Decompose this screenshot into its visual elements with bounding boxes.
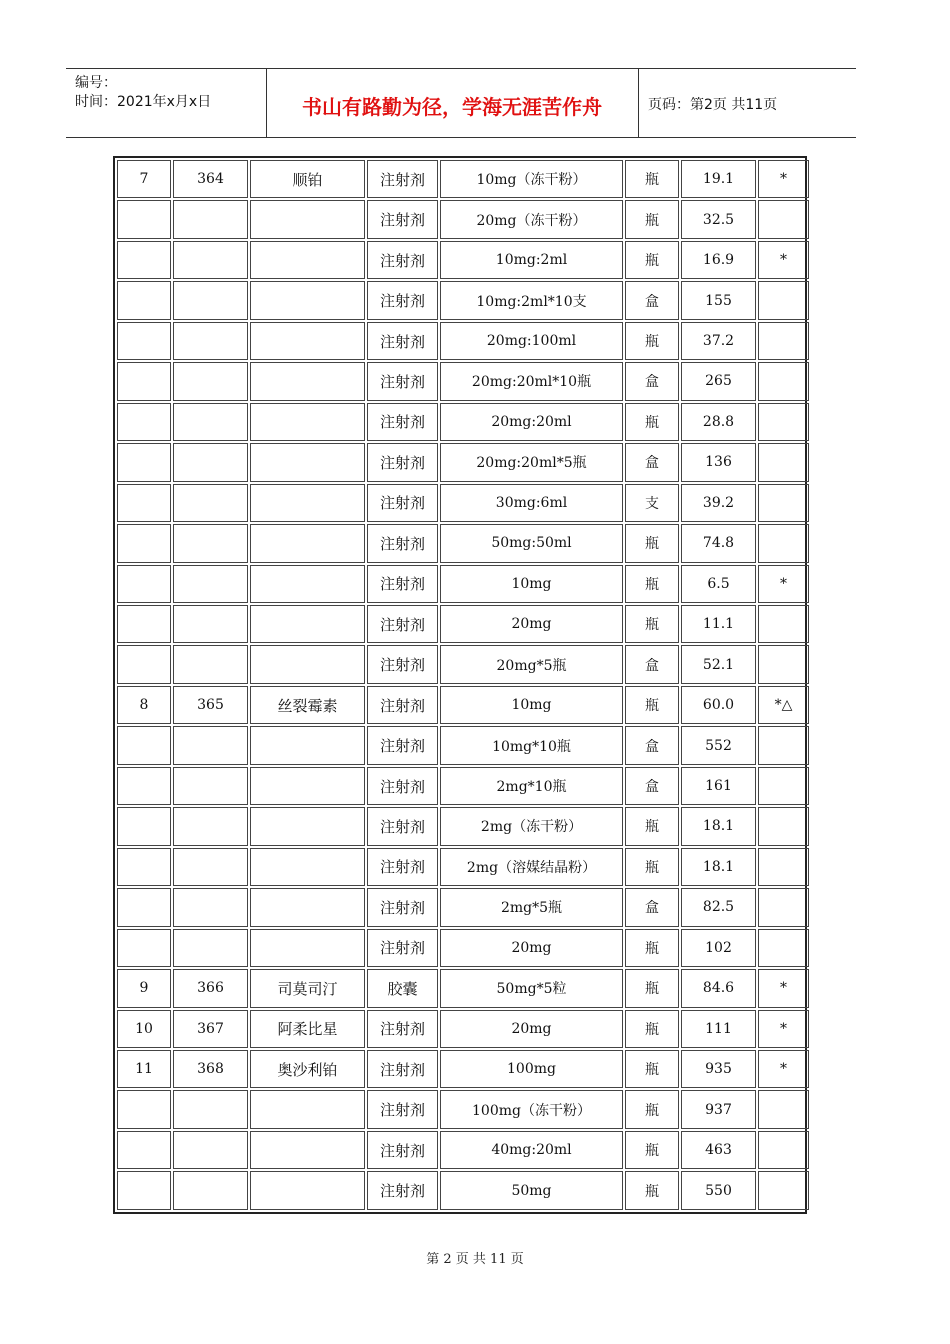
dosage-form-cell: 注射剂 bbox=[367, 807, 438, 845]
price-cell: 32.5 bbox=[681, 200, 756, 238]
table-row bbox=[117, 848, 809, 886]
row-number-cell: 7 bbox=[117, 160, 171, 198]
specification-cell: 50mg:50ml bbox=[440, 524, 623, 562]
drug-code-cell bbox=[173, 362, 248, 400]
header-page-cell bbox=[638, 69, 856, 137]
drug-code-cell: 364 bbox=[173, 160, 248, 198]
table-row bbox=[117, 484, 809, 522]
row-number-cell: 11 bbox=[117, 1050, 171, 1088]
unit-cell: 盒 bbox=[625, 281, 679, 319]
mark-cell bbox=[758, 1090, 809, 1128]
drug-name-cell bbox=[250, 484, 365, 522]
row-number-cell bbox=[117, 807, 171, 845]
mark-cell bbox=[758, 645, 809, 683]
drug-name-cell bbox=[250, 241, 365, 279]
dosage-form-cell: 胶囊 bbox=[367, 969, 438, 1007]
unit-cell: 瓶 bbox=[625, 1090, 679, 1128]
unit-cell: 盒 bbox=[625, 443, 679, 481]
specification-cell: 10mg:2ml*10支 bbox=[440, 281, 623, 319]
mark-cell: * bbox=[758, 969, 809, 1007]
drug-code-cell: 367 bbox=[173, 1010, 248, 1048]
specification-cell: 20mg*5瓶 bbox=[440, 645, 623, 683]
drug-code-cell: 368 bbox=[173, 1050, 248, 1088]
mark-cell bbox=[758, 524, 809, 562]
price-cell: 935 bbox=[681, 1050, 756, 1088]
mark-cell bbox=[758, 484, 809, 522]
unit-cell: 瓶 bbox=[625, 1131, 679, 1169]
specification-cell: 2mg（溶媒结晶粉） bbox=[440, 848, 623, 886]
row-number-cell bbox=[117, 1131, 171, 1169]
row-number-cell bbox=[117, 605, 171, 643]
unit-cell: 瓶 bbox=[625, 565, 679, 603]
mark-cell bbox=[758, 200, 809, 238]
price-cell: 84.6 bbox=[681, 969, 756, 1007]
unit-cell: 盒 bbox=[625, 888, 679, 926]
unit-cell: 盒 bbox=[625, 726, 679, 764]
specification-cell: 20mg bbox=[440, 605, 623, 643]
mark-cell bbox=[758, 929, 809, 967]
dosage-form-cell: 注射剂 bbox=[367, 281, 438, 319]
page-footer: 第 2 页 共 11 页 bbox=[426, 1252, 524, 1267]
table-row bbox=[117, 929, 809, 967]
row-number-cell bbox=[117, 929, 171, 967]
row-number-cell: 9 bbox=[117, 969, 171, 1007]
unit-cell: 瓶 bbox=[625, 524, 679, 562]
row-number-cell bbox=[117, 443, 171, 481]
specification-cell: 10mg bbox=[440, 686, 623, 724]
drug-name-cell bbox=[250, 929, 365, 967]
drug-name-cell: 丝裂霉素 bbox=[250, 686, 365, 724]
table-row bbox=[117, 1010, 809, 1048]
drug-code-cell bbox=[173, 322, 248, 360]
table-row bbox=[117, 160, 809, 198]
dosage-form-cell: 注射剂 bbox=[367, 160, 438, 198]
mark-cell bbox=[758, 443, 809, 481]
row-number-cell: 10 bbox=[117, 1010, 171, 1048]
price-cell: 82.5 bbox=[681, 888, 756, 926]
dosage-form-cell: 注射剂 bbox=[367, 1050, 438, 1088]
dosage-form-cell: 注射剂 bbox=[367, 1090, 438, 1128]
drug-code-cell bbox=[173, 241, 248, 279]
dosage-form-cell: 注射剂 bbox=[367, 200, 438, 238]
drug-code-cell bbox=[173, 767, 248, 805]
price-cell: 39.2 bbox=[681, 484, 756, 522]
price-cell: 52.1 bbox=[681, 645, 756, 683]
unit-cell: 瓶 bbox=[625, 1050, 679, 1088]
drug-code-cell bbox=[173, 403, 248, 441]
dosage-form-cell: 注射剂 bbox=[367, 848, 438, 886]
unit-cell: 瓶 bbox=[625, 848, 679, 886]
row-number-cell bbox=[117, 362, 171, 400]
table-row bbox=[117, 443, 809, 481]
specification-cell: 10mg*10瓶 bbox=[440, 726, 623, 764]
drug-name-cell bbox=[250, 848, 365, 886]
price-cell: 37.2 bbox=[681, 322, 756, 360]
header-motto-cell bbox=[266, 69, 639, 137]
specification-cell: 20mg:20ml bbox=[440, 403, 623, 441]
unit-cell: 瓶 bbox=[625, 241, 679, 279]
specification-cell: 20mg bbox=[440, 1010, 623, 1048]
table-row bbox=[117, 726, 809, 764]
specification-cell: 10mg:2ml bbox=[440, 241, 623, 279]
mark-cell bbox=[758, 362, 809, 400]
specification-cell: 30mg:6ml bbox=[440, 484, 623, 522]
price-cell: 550 bbox=[681, 1171, 756, 1210]
drug-name-cell bbox=[250, 767, 365, 805]
specification-cell: 100mg bbox=[440, 1050, 623, 1088]
table-row bbox=[117, 1090, 809, 1128]
table-row bbox=[117, 1131, 809, 1169]
price-cell: 102 bbox=[681, 929, 756, 967]
specification-cell: 2mg（冻干粉） bbox=[440, 807, 623, 845]
drug-code-cell bbox=[173, 200, 248, 238]
price-cell: 74.8 bbox=[681, 524, 756, 562]
dosage-form-cell: 注射剂 bbox=[367, 767, 438, 805]
specification-cell: 2mg*5瓶 bbox=[440, 888, 623, 926]
mark-cell: * bbox=[758, 160, 809, 198]
dosage-form-cell: 注射剂 bbox=[367, 929, 438, 967]
mark-cell bbox=[758, 605, 809, 643]
drug-name-cell bbox=[250, 1131, 365, 1169]
dosage-form-cell: 注射剂 bbox=[367, 1010, 438, 1048]
table-row bbox=[117, 969, 809, 1007]
price-cell: 18.1 bbox=[681, 848, 756, 886]
table-row bbox=[117, 565, 809, 603]
price-cell: 28.8 bbox=[681, 403, 756, 441]
drug-name-cell bbox=[250, 524, 365, 562]
price-cell: 136 bbox=[681, 443, 756, 481]
row-number-cell bbox=[117, 1171, 171, 1210]
row-number-cell bbox=[117, 848, 171, 886]
document-number-label: 编号： bbox=[75, 75, 117, 91]
row-number-cell bbox=[117, 726, 171, 764]
dosage-form-cell: 注射剂 bbox=[367, 686, 438, 724]
drug-code-cell bbox=[173, 1131, 248, 1169]
mark-cell bbox=[758, 807, 809, 845]
header-meta bbox=[66, 69, 267, 137]
drug-name-cell: 阿柔比星 bbox=[250, 1010, 365, 1048]
table-row bbox=[117, 241, 809, 279]
page-header bbox=[66, 68, 856, 138]
unit-cell: 瓶 bbox=[625, 1171, 679, 1210]
mark-cell bbox=[758, 1131, 809, 1169]
unit-cell: 瓶 bbox=[625, 969, 679, 1007]
drug-code-cell bbox=[173, 726, 248, 764]
drug-name-cell bbox=[250, 565, 365, 603]
mark-cell: * bbox=[758, 1050, 809, 1088]
drug-code-cell bbox=[173, 929, 248, 967]
price-cell: 937 bbox=[681, 1090, 756, 1128]
drug-price-table-frame bbox=[113, 156, 807, 1214]
price-cell: 161 bbox=[681, 767, 756, 805]
specification-cell: 10mg bbox=[440, 565, 623, 603]
specification-cell: 20mg（冻干粉） bbox=[440, 200, 623, 238]
mark-cell bbox=[758, 403, 809, 441]
row-number-cell bbox=[117, 1090, 171, 1128]
row-number-cell bbox=[117, 200, 171, 238]
dosage-form-cell: 注射剂 bbox=[367, 888, 438, 926]
table-row bbox=[117, 807, 809, 845]
table-row bbox=[117, 767, 809, 805]
unit-cell: 瓶 bbox=[625, 686, 679, 724]
price-cell: 6.5 bbox=[681, 565, 756, 603]
row-number-cell: 8 bbox=[117, 686, 171, 724]
specification-cell: 50mg*5粒 bbox=[440, 969, 623, 1007]
mark-cell bbox=[758, 848, 809, 886]
drug-name-cell bbox=[250, 443, 365, 481]
mark-cell bbox=[758, 1171, 809, 1210]
row-number-cell bbox=[117, 281, 171, 319]
dosage-form-cell: 注射剂 bbox=[367, 524, 438, 562]
drug-name-cell bbox=[250, 726, 365, 764]
specification-cell: 20mg bbox=[440, 929, 623, 967]
price-cell: 19.1 bbox=[681, 160, 756, 198]
specification-cell: 20mg:100ml bbox=[440, 322, 623, 360]
unit-cell: 盒 bbox=[625, 645, 679, 683]
drug-code-cell bbox=[173, 1090, 248, 1128]
drug-name-cell bbox=[250, 807, 365, 845]
table-row bbox=[117, 605, 809, 643]
unit-cell: 瓶 bbox=[625, 200, 679, 238]
drug-code-cell: 366 bbox=[173, 969, 248, 1007]
drug-code-cell bbox=[173, 484, 248, 522]
specification-cell: 2mg*10瓶 bbox=[440, 767, 623, 805]
drug-code-cell bbox=[173, 281, 248, 319]
mark-cell: * bbox=[758, 565, 809, 603]
specification-cell: 20mg:20ml*10瓶 bbox=[440, 362, 623, 400]
price-cell: 265 bbox=[681, 362, 756, 400]
row-number-cell bbox=[117, 645, 171, 683]
row-number-cell bbox=[117, 565, 171, 603]
row-number-cell bbox=[117, 241, 171, 279]
header-motto: 书山有路勤为径，学海无涯苦作舟 bbox=[302, 95, 602, 119]
dosage-form-cell: 注射剂 bbox=[367, 726, 438, 764]
drug-code-cell: 365 bbox=[173, 686, 248, 724]
price-cell: 60.0 bbox=[681, 686, 756, 724]
mark-cell bbox=[758, 322, 809, 360]
row-number-cell bbox=[117, 524, 171, 562]
mark-cell bbox=[758, 726, 809, 764]
dosage-form-cell: 注射剂 bbox=[367, 1171, 438, 1210]
table-row bbox=[117, 888, 809, 926]
drug-name-cell: 司莫司汀 bbox=[250, 969, 365, 1007]
dosage-form-cell: 注射剂 bbox=[367, 484, 438, 522]
table-row bbox=[117, 686, 809, 724]
drug-price-table bbox=[115, 158, 811, 1212]
table-row bbox=[117, 200, 809, 238]
drug-code-cell bbox=[173, 807, 248, 845]
table-row bbox=[117, 1050, 809, 1088]
drug-code-cell bbox=[173, 645, 248, 683]
dosage-form-cell: 注射剂 bbox=[367, 605, 438, 643]
table-row bbox=[117, 403, 809, 441]
drug-name-cell bbox=[250, 362, 365, 400]
drug-code-cell bbox=[173, 524, 248, 562]
drug-name-cell: 顺铂 bbox=[250, 160, 365, 198]
specification-cell: 10mg（冻干粉） bbox=[440, 160, 623, 198]
drug-name-cell bbox=[250, 200, 365, 238]
dosage-form-cell: 注射剂 bbox=[367, 645, 438, 683]
unit-cell: 瓶 bbox=[625, 403, 679, 441]
drug-code-cell bbox=[173, 888, 248, 926]
dosage-form-cell: 注射剂 bbox=[367, 1131, 438, 1169]
price-cell: 16.9 bbox=[681, 241, 756, 279]
drug-code-cell bbox=[173, 565, 248, 603]
row-number-cell bbox=[117, 403, 171, 441]
unit-cell: 支 bbox=[625, 484, 679, 522]
drug-name-cell bbox=[250, 1171, 365, 1210]
unit-cell: 盒 bbox=[625, 362, 679, 400]
row-number-cell bbox=[117, 484, 171, 522]
price-cell: 463 bbox=[681, 1131, 756, 1169]
unit-cell: 瓶 bbox=[625, 807, 679, 845]
mark-cell bbox=[758, 767, 809, 805]
table-row bbox=[117, 524, 809, 562]
dosage-form-cell: 注射剂 bbox=[367, 241, 438, 279]
price-cell: 552 bbox=[681, 726, 756, 764]
drug-code-cell bbox=[173, 1171, 248, 1210]
drug-code-cell bbox=[173, 443, 248, 481]
specification-cell: 50mg bbox=[440, 1171, 623, 1210]
document-time-label: 时间：2021年x月x日 bbox=[75, 94, 212, 110]
row-number-cell bbox=[117, 888, 171, 926]
price-cell: 11.1 bbox=[681, 605, 756, 643]
price-cell: 155 bbox=[681, 281, 756, 319]
price-cell: 18.1 bbox=[681, 807, 756, 845]
dosage-form-cell: 注射剂 bbox=[367, 362, 438, 400]
specification-cell: 100mg（冻干粉） bbox=[440, 1090, 623, 1128]
drug-name-cell bbox=[250, 403, 365, 441]
drug-name-cell bbox=[250, 322, 365, 360]
dosage-form-cell: 注射剂 bbox=[367, 443, 438, 481]
table-row bbox=[117, 322, 809, 360]
price-cell: 111 bbox=[681, 1010, 756, 1048]
drug-code-cell bbox=[173, 848, 248, 886]
mark-cell: * bbox=[758, 241, 809, 279]
drug-name-cell bbox=[250, 281, 365, 319]
drug-name-cell bbox=[250, 888, 365, 926]
mark-cell: *△ bbox=[758, 686, 809, 724]
header-page-number: 页码：第2页 共11页 bbox=[648, 97, 778, 113]
specification-cell: 40mg:20ml bbox=[440, 1131, 623, 1169]
dosage-form-cell: 注射剂 bbox=[367, 322, 438, 360]
unit-cell: 盒 bbox=[625, 767, 679, 805]
table-row bbox=[117, 281, 809, 319]
drug-code-cell bbox=[173, 605, 248, 643]
drug-name-cell bbox=[250, 645, 365, 683]
dosage-form-cell: 注射剂 bbox=[367, 565, 438, 603]
unit-cell: 瓶 bbox=[625, 322, 679, 360]
table-row bbox=[117, 1171, 809, 1210]
row-number-cell bbox=[117, 767, 171, 805]
unit-cell: 瓶 bbox=[625, 929, 679, 967]
unit-cell: 瓶 bbox=[625, 160, 679, 198]
mark-cell bbox=[758, 888, 809, 926]
drug-name-cell: 奥沙利铂 bbox=[250, 1050, 365, 1088]
unit-cell: 瓶 bbox=[625, 605, 679, 643]
table-row bbox=[117, 362, 809, 400]
dosage-form-cell: 注射剂 bbox=[367, 403, 438, 441]
row-number-cell bbox=[117, 322, 171, 360]
specification-cell: 20mg:20ml*5瓶 bbox=[440, 443, 623, 481]
drug-name-cell bbox=[250, 1090, 365, 1128]
drug-name-cell bbox=[250, 605, 365, 643]
mark-cell bbox=[758, 281, 809, 319]
table-row bbox=[117, 645, 809, 683]
unit-cell: 瓶 bbox=[625, 1010, 679, 1048]
mark-cell: * bbox=[758, 1010, 809, 1048]
